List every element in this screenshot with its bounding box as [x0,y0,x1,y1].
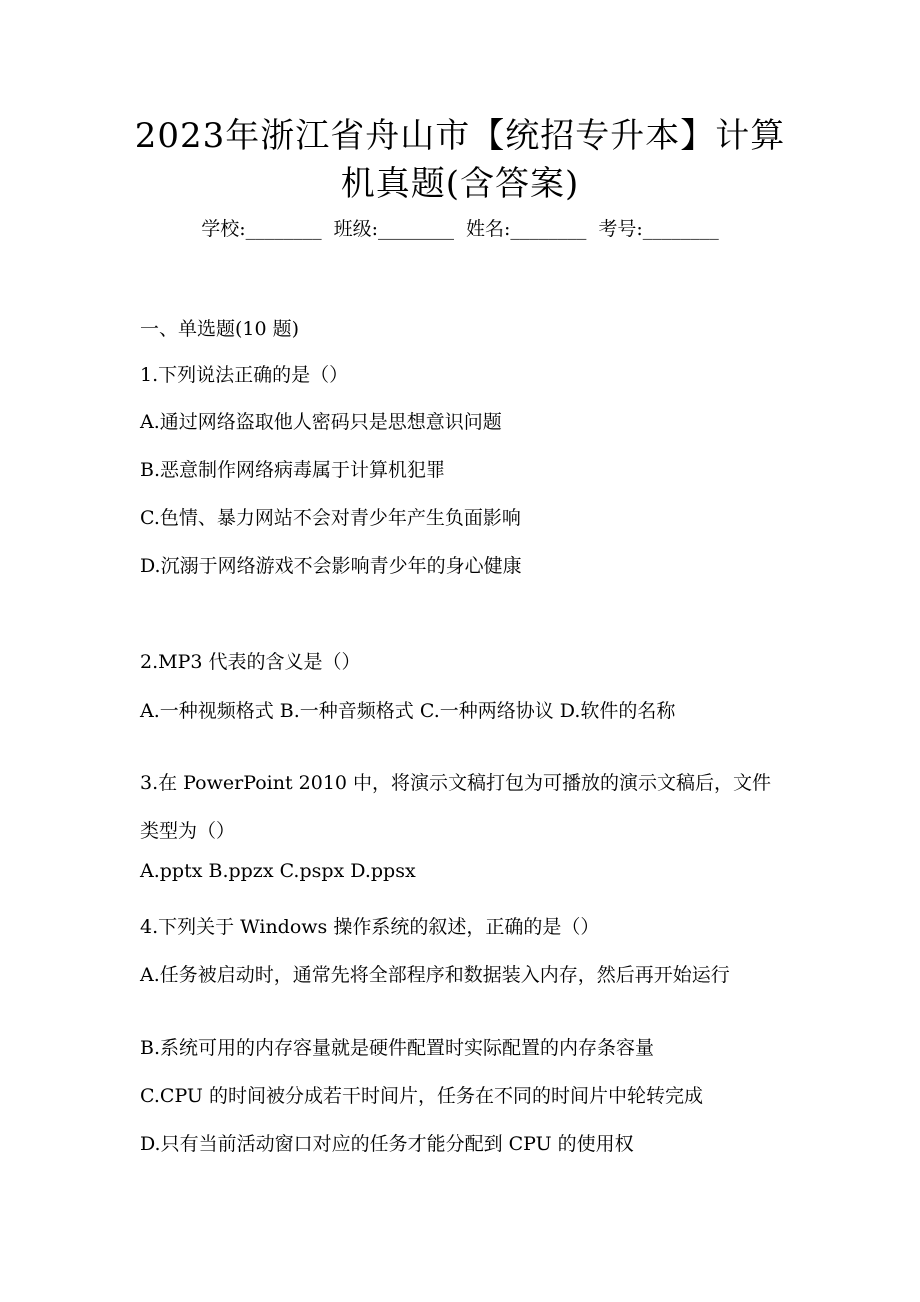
question-4-option-d: D.只有当前活动窗口对应的任务才能分配到 CPU 的使用权 [140,1133,634,1155]
question-1-option-d: D.沉溺于网络游戏不会影响青少年的身心健康 [140,555,522,577]
question-4-stem: 4.下列关于 Windows 操作系统的叙述，正确的是（） [140,916,600,938]
question-3-options: A.pptx B.ppzx C.pspx D.ppsx [140,860,416,882]
question-3-stem-line-1: 3.在 PowerPoint 2010 中，将演示文稿打包为可播放的演示文稿后，文件 [140,772,772,794]
name-field: 姓名:________ [466,218,587,240]
question-1-option-a: A.通过网络盗取他人密码只是思想意识问题 [140,411,502,433]
question-1-option-b: B.恶意制作网络病毒属于计算机犯罪 [140,459,446,481]
student-info-row [0,214,920,244]
question-2-options: A.一种视频格式 B.一种音频格式 C.一种两络协议 D.软件的名称 [140,700,676,722]
page-title-line-2: 机真题(含答案) [340,164,580,204]
class-field: 班级:________ [333,218,454,240]
question-4-option-b: B.系统可用的内存容量就是硬件配置时实际配置的内存条容量 [140,1037,655,1059]
school-field: 学校:________ [201,218,322,240]
section-heading: 一、单选题(10 题) [140,318,300,340]
question-3-stem-line-2: 类型为（） [140,820,236,842]
question-2-stem: 2.MP3 代表的含义是（） [140,651,361,673]
page-title-line-1: 2023年浙江省舟山市【统招专升本】计算 [134,116,786,156]
question-1-option-c: C.色情、暴力网站不会对青少年产生负面影响 [140,507,521,529]
question-4-option-a: A.任务被启动时，通常先将全部程序和数据装入内存，然后再开始运行 [140,964,730,986]
question-1-stem: 1.下列说法正确的是（） [140,364,349,386]
question-4-option-c: C.CPU 的时间被分成若干时间片，任务在不同的时间片中轮转完成 [140,1085,703,1107]
exam-number-field: 考号:________ [598,218,719,240]
